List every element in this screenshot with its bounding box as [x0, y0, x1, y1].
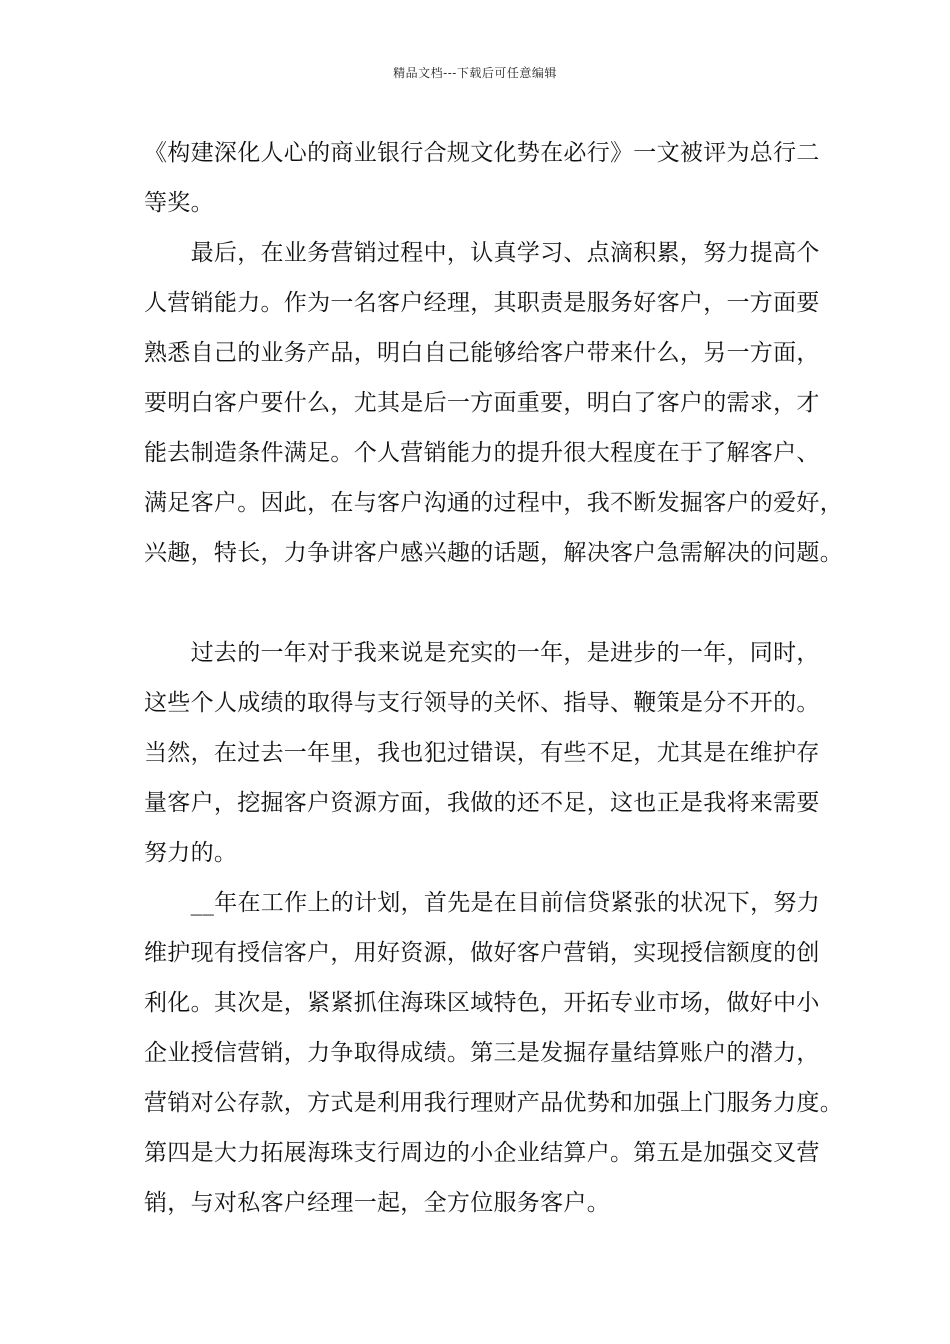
text-line: 最后，在业务营销过程中，认真学习、点滴积累，努力提高个 [144, 240, 820, 266]
text-line: 过去的一年对于我来说是充实的一年，是进步的一年，同时， [144, 640, 820, 666]
text-line: 人营销能力。作为一名客户经理，其职责是服务好客户，一方面要 [144, 290, 820, 316]
paragraph-marketing [144, 228, 843, 578]
text-line: 要明白客户要什么，尤其是后一方面重要，明白了客户的需求，才 [144, 390, 820, 416]
paragraph-award [144, 128, 824, 228]
text-line: 营销对公存款，方式是利用我行理财产品优势和加强上门服务力度。 [144, 1090, 843, 1116]
page-header: 精品文档---下载后可任意编辑 [393, 66, 557, 80]
document-body [144, 128, 843, 1228]
text-line: 第四是大力拓展海珠支行周边的小企业结算户。第五是加强交叉营 [144, 1140, 820, 1166]
text-line: 量客户，挖掘客户资源方面，我做的还不足，这也正是我将来需要 [144, 790, 820, 816]
text-line: 能去制造条件满足。个人营销能力的提升很大程度在于了解客户、 [144, 440, 820, 466]
text-line: 利化。其次是，紧紧抓住海珠区域特色，开拓专业市场，做好中小 [144, 990, 820, 1016]
text-line: 熟悉自己的业务产品，明白自己能够给客户带来什么，另一方面， [144, 340, 820, 366]
paragraph-plan [144, 878, 843, 1228]
text-line: 企业授信营销，力争取得成绩。第三是发掘存量结算账户的潜力， [144, 1040, 820, 1066]
text-line: 维护现有授信客户，用好资源，做好客户营销，实现授信额度的创 [144, 940, 820, 966]
paragraph-spacer [144, 578, 824, 628]
text-line: 《构建深化人心的商业银行合规文化势在必行》一文被评为总行二 [144, 140, 820, 166]
text-line: 兴趣，特长，力争讲客户感兴趣的话题，解决客户急需解决的问题。 [144, 540, 843, 566]
text-line: 等奖。 [144, 190, 214, 216]
paragraph-review [144, 628, 824, 878]
text-line: __年在工作上的计划，首先是在目前信贷紧张的状况下，努力 [144, 890, 820, 916]
text-line: 当然，在过去一年里，我也犯过错误，有些不足，尤其是在维护存 [144, 740, 820, 766]
text-line: 满足客户。因此，在与客户沟通的过程中，我不断发掘客户的爱好， [144, 490, 843, 516]
text-line: 这些个人成绩的取得与支行领导的关怀、指导、鞭策是分不开的。 [144, 690, 820, 716]
text-line: 销，与对私客户经理一起，全方位服务客户。 [144, 1190, 610, 1216]
text-line: 努力的。 [144, 840, 238, 866]
